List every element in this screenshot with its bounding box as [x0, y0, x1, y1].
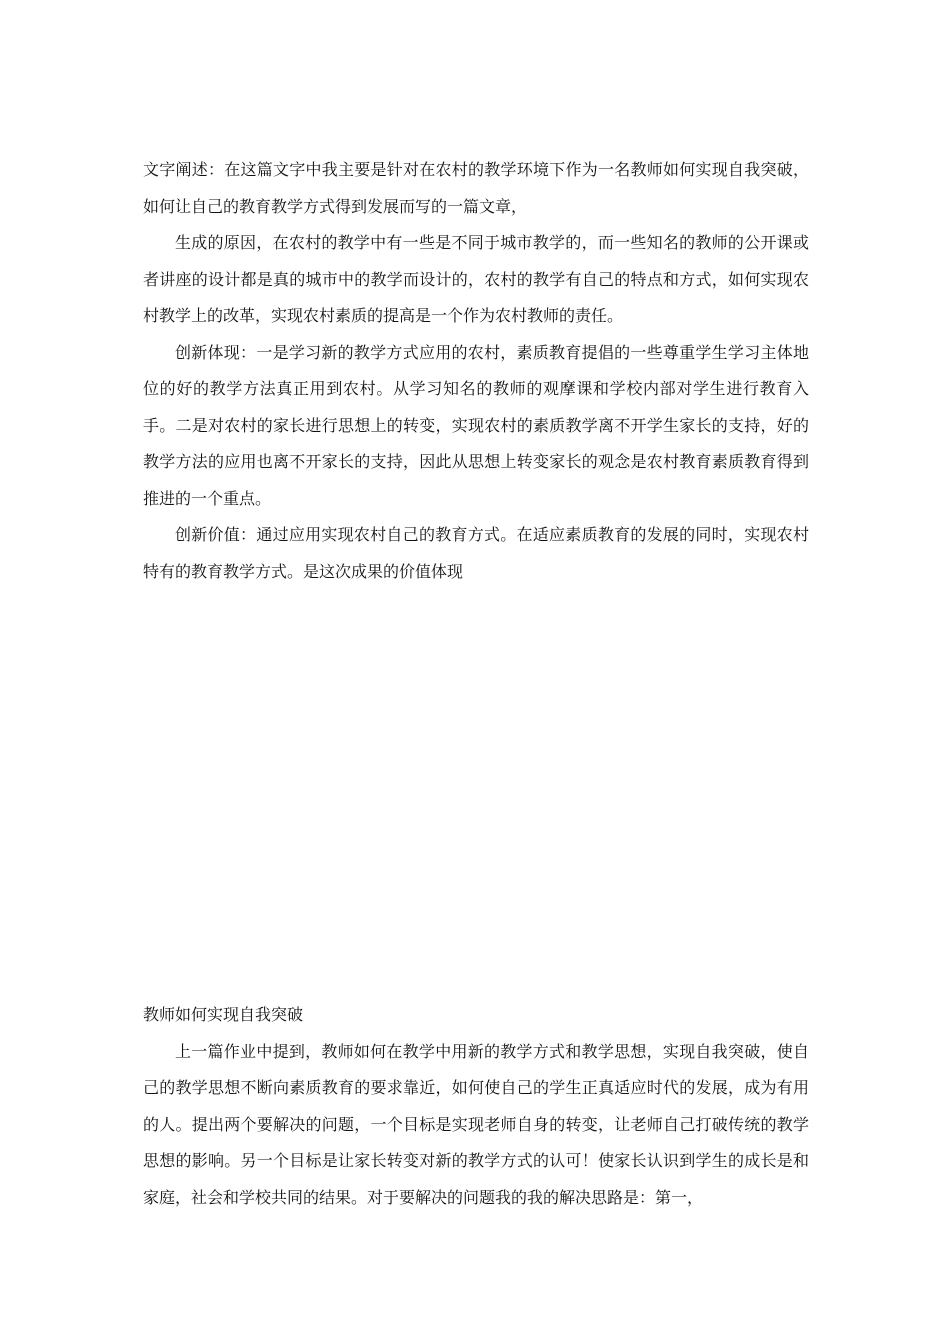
summary-section: [143, 152, 809, 590]
paragraph-innovation: 创新体现：一是学习新的教学方式应用的农村，素质教育提倡的一些尊重学生学习主体地位的好的教学方法真正用到农村。从学习知名的教师的观摩课和学校内部对学生进行教育入手。二是对农村的家长进行思想上的转变，实现农村的素质教学离不开学生家长的支持，好的教学方法的应用也离不开家长的支持，因此从思想上转变家长的观念是农村教育素质教育得到推进的一个重点。: [143, 342, 809, 508]
paragraph-value: 创新价值：通过应用实现农村自己的教育方式。在适应素质教育的发展的同时，实现农村特有的教育教学方式。是这次成果的价值体现: [143, 525, 809, 581]
article-title: 教师如何实现自我突破: [143, 1005, 304, 1024]
paragraph-reason: 生成的原因，在农村的教学中有一些是不同于城市教学的，而一些知名的教师的公开课或者讲座的设计都是真的城市中的教学而设计的，农村的教学有自己的特点和方式，如何实现农村教学上的改革，实现农村素质的提高是一个作为农村教师的责任。: [143, 233, 809, 325]
paragraph-text-description: 文字阐述：在这篇文字中我主要是针对在农村的教学环境下作为一名教师如何实现自我突破，如何让自己的教育教学方式得到发展而写的一篇文章，: [143, 160, 809, 216]
article-section: [143, 997, 809, 1216]
article-paragraph: 上一篇作业中提到，教师如何在教学中用新的教学方式和教学思想，实现自我突破，使自己的教学思想不断向素质教育的要求靠近，如何使自己的学生正真适应时代的发展，成为有用的人。提出两个要解决的问题，一个目标是实现老师自身的转变，让老师自己打破传统的教学思想的影响。另一个目标是让家长转变对新的教学方式的认可！使家长认识到学生的成长是和家庭，社会和学校共同的结果。对于要解决的问题我的我的解决思路是：第一，: [143, 1041, 809, 1207]
